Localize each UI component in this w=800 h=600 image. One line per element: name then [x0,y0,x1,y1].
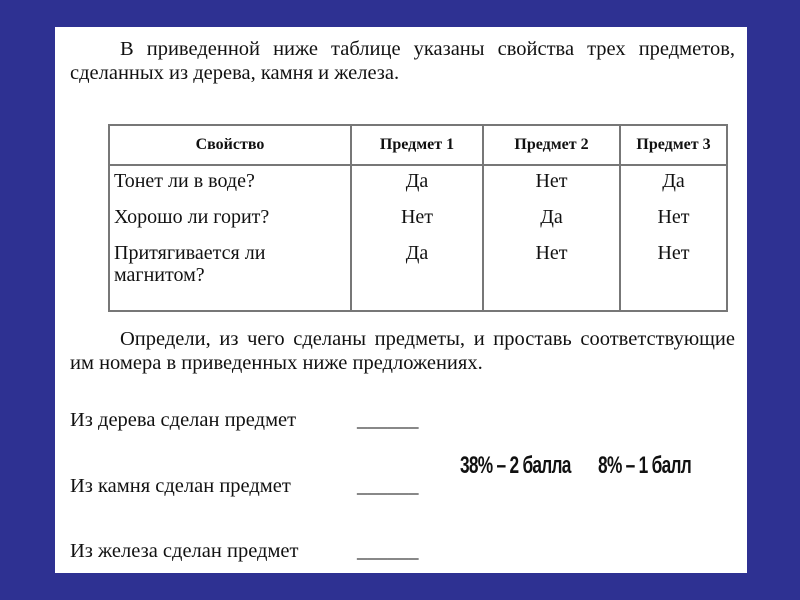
score-note [460,452,691,480]
value-cell: Нет [483,238,620,311]
value-cell: Нет [620,202,727,238]
property-cell: Тонет ли в воде? [109,165,351,202]
intro-paragraph [70,37,735,85]
property-cell: Хорошо ли горит? [109,202,351,238]
answer-blank[interactable]: ______ [357,475,419,497]
table-header-row [109,125,727,165]
table-row [109,238,727,311]
value-cell: Да [483,202,620,238]
task-text: Определи, из чего сделаны предметы, и проставь соответствующие им номера в приведенных ниже предложениях. [70,328,735,374]
value-cell: Да [351,165,483,202]
score-high: 38% – 2 балла [460,452,571,479]
answer-label: Из железа сделан предмет [70,540,299,562]
answer-line-wood [70,408,419,432]
answer-line-iron [70,539,419,563]
header-object-2: Предмет 2 [483,125,620,165]
intro-text: В приведенной ниже таблице указаны свойства трех предметов, сделанных из дерева, камня и железа. [70,38,735,84]
answer-line-stone [70,474,419,498]
table-row [109,165,727,202]
header-object-3: Предмет 3 [620,125,727,165]
value-cell: Нет [483,165,620,202]
answer-label: Из камня сделан предмет [70,475,291,497]
value-cell: Да [351,238,483,311]
table-row [109,202,727,238]
answer-label: Из дерева сделан предмет [70,409,297,431]
answer-blank[interactable]: ______ [357,540,419,562]
value-cell: Нет [351,202,483,238]
properties-table [108,124,728,312]
task-paragraph [70,327,735,375]
header-object-1: Предмет 1 [351,125,483,165]
score-low: 8% – 1 балл [598,452,691,479]
value-cell: Нет [620,238,727,311]
property-cell: Притягивается ли магнитом? [109,238,351,311]
header-property: Свойство [109,125,351,165]
worksheet-page [55,27,747,573]
answer-blank[interactable]: ______ [357,409,419,431]
value-cell: Да [620,165,727,202]
